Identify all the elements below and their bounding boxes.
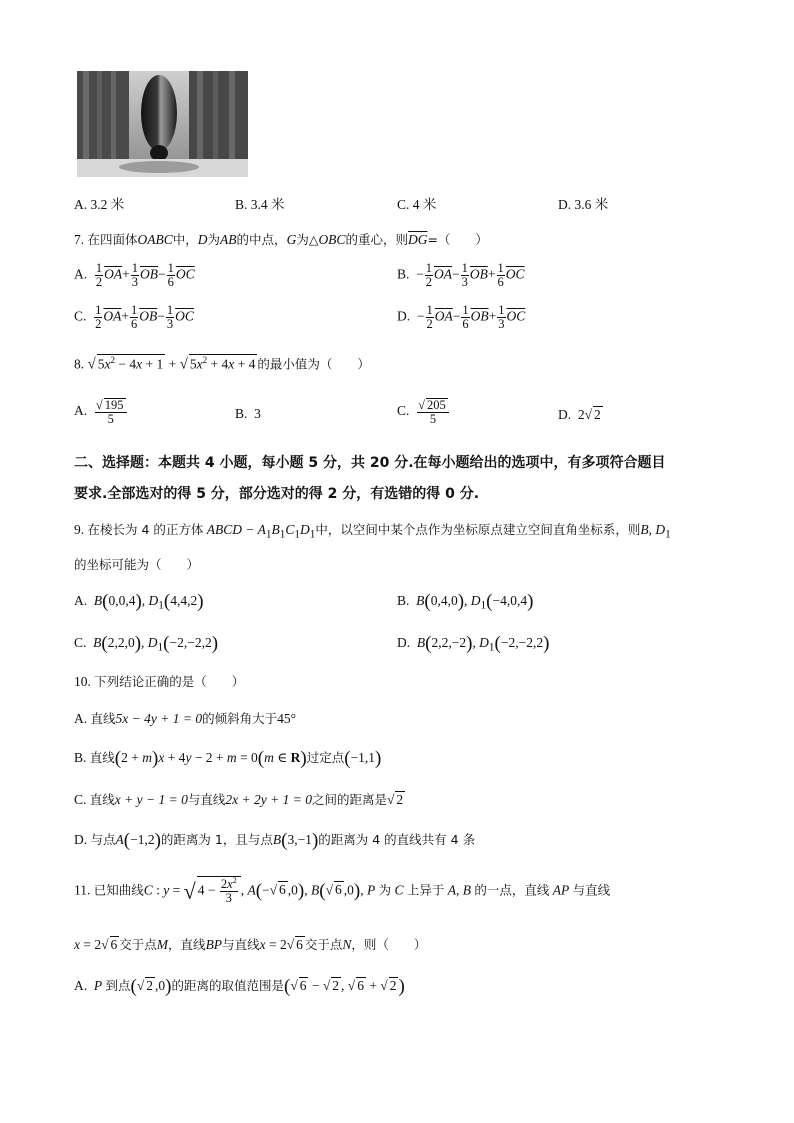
q7-stem: 7. 在四面体OABC中，D为AB的中点，G为△OBC的重心，则$\overline{DG}=$（ ） <box>74 232 488 247</box>
q10-option-c: C. 直线x + y − 1 = 0与直线2x + 2y + 1 = 0之间的距离是√ 2 <box>74 792 404 807</box>
q8-stem: 8. √ $5x^2 - 4x + 1$ + √ $5x^2 + 4x + 4$ 的最小值为（ ） <box>74 355 370 373</box>
q9-stem-line2: 的坐标可能为（ ） <box>74 557 200 572</box>
q8-option-a: A. $\frac{√ 195}{5}$ <box>74 398 128 426</box>
q10-option-b: B. 直线(2 + m)x + 4y − 2 + m = 0(m ∈ R)过定点(−1,1) <box>74 748 382 769</box>
section-2-heading-line2: 要求.全部选对的得 5 分，部分选对的得 2 分，有选错的得 0 分. <box>74 486 480 502</box>
q9-option-d: D. B(2,2,−2), $D_1(-2,-2,2)$ <box>397 633 550 654</box>
q7-option-d: D. − $\frac{1}{2}$ $\overline{OA}-$ $\frac{1}{6}$ $\overline{OB}+$ $\frac{1}{3}$ $\overline{OC}$ <box>397 303 526 332</box>
q6-option-d: D. 3.6 米 <box>558 197 609 212</box>
q7-option-c: C. $\frac{1}{2}$ $\overline{OA}+$ $\frac{1}{6}$ $\overline{OB}-$ $\frac{1}{3}$ $\overline{OC}$ <box>74 303 194 332</box>
q11-option-a: A. P 到点(√ 2 ,0)的距离的取值范围是(√ 6 − √ 2 , √ 6 + √ 2 ) <box>74 976 405 997</box>
q10-option-a: A. 直线5x − 4y + 1 = 0的倾斜角大于45° <box>74 711 297 726</box>
q9-option-b: B. B(0,4,0), $D_1(-4,0,4)$ <box>397 591 534 612</box>
section-2-heading-line1: 二、选择题：本题共 4 小题，每小题 5 分，共 20 分.在每小题给出的选项中，有多项符合题目 <box>74 455 666 471</box>
q11-stem-line1: 11. 已知曲线C : y = √ 4 − $\frac{2x^2}{3}$ , A(−√ 6 ,0), B(√ 6 ,0), P 为 C 上异于 A, B 的一点，直线 AP 与直线 <box>74 876 611 906</box>
q6-option-a: A. 3.2 米 <box>74 197 125 212</box>
q9-option-c: C. B(2,2,0), $D_1(-2,-2,2)$ <box>74 633 219 654</box>
q7-option-b: B. − $\frac{1}{2}$ $\overline{OA}-$ $\frac{1}{3}$ $\overline{OB}+$ $\frac{1}{6}$ $\overline{OC}$ <box>397 261 525 290</box>
q8-option-b: B. 3 <box>235 406 261 421</box>
q9-option-a: A. B(0,0,4), $D_1(4,4,2)$ <box>74 591 204 612</box>
q6-option-c: C. 4 米 <box>397 197 437 212</box>
sculpture-photo <box>77 71 248 177</box>
sculpture-illustration <box>77 71 248 177</box>
q7-option-a: A. $\frac{1}{2}$ $\overline{OA}+$ $\frac{1}{3}$ $\overline{OB}-$ $\frac{1}{6}$ $\overline{OC}$ <box>74 261 195 290</box>
q8-option-d: D. 2√ 2 <box>558 407 601 422</box>
q11-stem-line2: x = 2√ 6 交于点M，直线BP与直线x = 2√ 6 交于点N，则（ ） <box>74 937 427 952</box>
q10-stem: 10. 下列结论正确的是（ ） <box>74 674 245 689</box>
q8-option-c: C. $\frac{√ 205}{5}$ <box>397 398 450 426</box>
q9-stem: 9. 在棱长为 4 的正方体 ABCD − $A_1B_1C_1D_1$中，以空间中某个点作为坐标原点建立空间直角坐标系，则B, $D_1$ <box>74 522 671 541</box>
q10-option-d: D. 与点A(−1,2)的距离为 1，且与点B(3,−1)的距离为 4 的直线共有 4 条 <box>74 830 476 851</box>
q6-option-b: B. 3.4 米 <box>235 197 285 212</box>
